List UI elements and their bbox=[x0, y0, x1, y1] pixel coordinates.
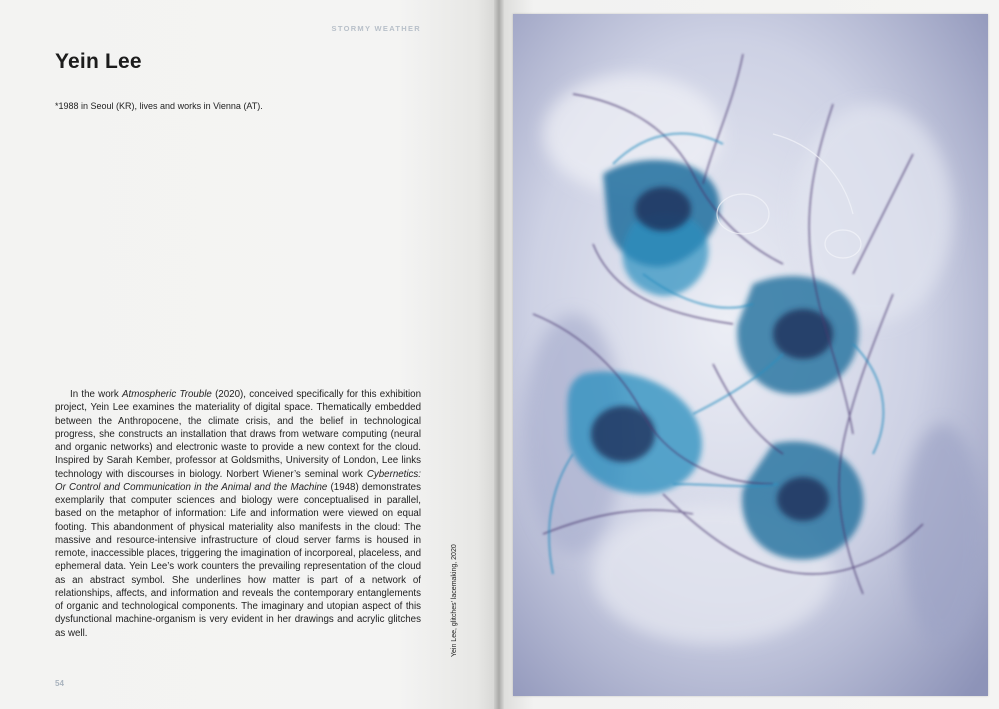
artist-name: Yein Lee bbox=[55, 50, 142, 73]
left-page bbox=[0, 0, 497, 709]
essay-part-2: (2020), conceived specifically for this exhibition project, Yein Lee examines the materiality of digital space. Thematically embedded between the Anthropocene, the climate crisis, and the belief in technological progress, she constructs an installation that draws from wetware computing (neural and organic networks) and electronic waste to provide a new context for the cloud. Inspired by Sarah Kember, professor at Goldsmiths, University of London, Lee links technology with discourses in biology. Norbert Wiener’s seminal work bbox=[55, 389, 422, 480]
running-head: STORMY WEATHER bbox=[331, 24, 421, 33]
artwork-illustration bbox=[513, 14, 988, 696]
essay-body bbox=[55, 388, 421, 640]
artwork-image bbox=[513, 14, 988, 696]
work-title: Atmospheric Trouble bbox=[122, 389, 212, 400]
essay-intro: In the work bbox=[70, 389, 123, 400]
artist-bio: *1988 in Seoul (KR), lives and works in Vienna (AT). bbox=[55, 101, 263, 111]
page-number: 54 bbox=[55, 679, 64, 688]
image-caption: Yein Lee, glitches’ lacemaking, 2020 bbox=[451, 544, 458, 657]
book-gutter bbox=[494, 0, 504, 709]
essay-part-3: (1948) demonstrates exemplarily that computer sciences and biology were conceptualised in parallel, based on the metaphor of information: Life and information were viewed on equal footing. This abandonment of physical materiality also manifests in the cloud: The massive and resource-intensive infrastructure of cloud server farms is housed in remote, inaccessible places, triggering the imagination of incorporeal, placeless, and ephemeral data. Yein Lee’s work counters the prevailing representation of the cloud as an abstract symbol. She underlines how matter is part of a network of relationships, affects, and information and reveals the contemporary entanglements of organic and technological components. The imaginary and utopian aspect of this dysfunctional machine-organism is very evident in her drawings and acrylic glitches as well. bbox=[55, 481, 421, 639]
book-title: Cybernetics: Or Control and Communication in the Animal and the Machine bbox=[55, 468, 421, 493]
